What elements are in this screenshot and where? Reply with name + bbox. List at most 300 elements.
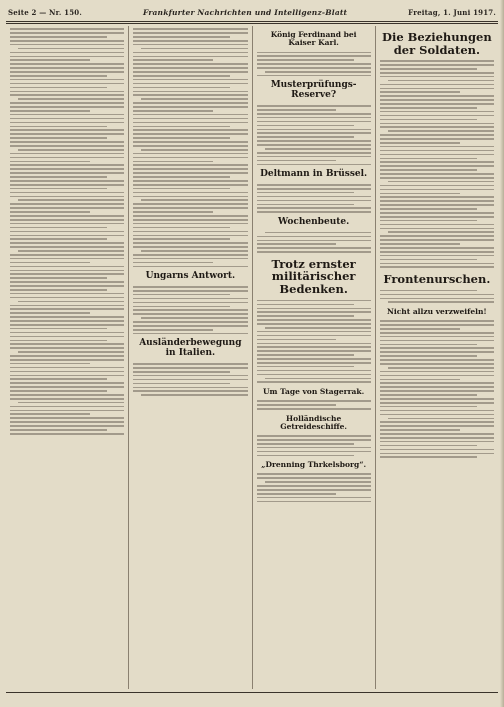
headline: Ungarns Antwort. bbox=[145, 271, 236, 282]
text-line bbox=[10, 433, 124, 435]
text-line bbox=[133, 133, 247, 135]
text-line bbox=[133, 254, 247, 256]
text-line bbox=[10, 188, 107, 190]
text-line bbox=[257, 404, 337, 406]
text-line bbox=[133, 379, 247, 381]
text-line bbox=[257, 243, 337, 245]
text-line bbox=[380, 138, 494, 140]
text-line bbox=[257, 211, 371, 213]
text-line bbox=[10, 398, 124, 400]
text-line bbox=[133, 91, 247, 93]
text-line bbox=[257, 447, 371, 449]
text-line bbox=[133, 102, 247, 104]
text-line bbox=[10, 386, 124, 388]
headline: Holländische Getreideschiffe. bbox=[280, 413, 348, 431]
text-line bbox=[380, 154, 494, 156]
text-line bbox=[380, 437, 494, 439]
text-line bbox=[10, 406, 124, 408]
text-columns bbox=[6, 26, 498, 689]
text-line bbox=[380, 398, 494, 400]
text-line bbox=[380, 259, 477, 261]
text-line bbox=[133, 329, 213, 331]
text-line bbox=[380, 123, 494, 125]
text-line bbox=[380, 60, 494, 62]
text-line bbox=[380, 351, 494, 353]
text-line bbox=[133, 67, 247, 69]
text-line bbox=[133, 126, 230, 128]
text-line bbox=[257, 308, 371, 310]
text-line bbox=[380, 243, 460, 245]
text-line bbox=[133, 110, 213, 112]
text-line bbox=[380, 189, 494, 191]
text-line bbox=[10, 394, 124, 396]
text-line bbox=[257, 374, 371, 376]
text-line bbox=[10, 273, 124, 275]
page-header bbox=[8, 5, 496, 19]
text-line bbox=[10, 87, 107, 89]
header-rule bbox=[6, 21, 498, 22]
text-line bbox=[133, 203, 247, 205]
text-line bbox=[18, 48, 124, 50]
headline: Ausländerbewegung in Italien. bbox=[139, 338, 242, 359]
text-line bbox=[257, 451, 371, 453]
text-line bbox=[10, 71, 124, 73]
text-line bbox=[380, 336, 494, 338]
text-line bbox=[10, 59, 90, 61]
text-line bbox=[257, 315, 354, 317]
text-line bbox=[257, 300, 371, 302]
text-line bbox=[10, 266, 124, 268]
text-line bbox=[380, 196, 494, 198]
text-line bbox=[133, 188, 230, 190]
text-line bbox=[257, 358, 371, 360]
text-line bbox=[10, 114, 124, 116]
text-line bbox=[380, 146, 494, 148]
text-line bbox=[257, 443, 354, 445]
text-line bbox=[380, 332, 494, 334]
text-line bbox=[380, 363, 494, 365]
text-line bbox=[257, 400, 371, 402]
text-line bbox=[133, 387, 247, 389]
text-line bbox=[380, 251, 494, 253]
text-line bbox=[257, 335, 371, 337]
text-line bbox=[10, 56, 124, 58]
text-line bbox=[257, 109, 337, 111]
text-line bbox=[380, 76, 494, 78]
text-line bbox=[257, 497, 371, 499]
text-line bbox=[380, 158, 477, 160]
text-line bbox=[133, 367, 247, 369]
text-line bbox=[265, 148, 371, 150]
text-line bbox=[133, 246, 247, 248]
text-line bbox=[380, 103, 494, 105]
text-line bbox=[133, 192, 247, 194]
text-line bbox=[257, 129, 371, 131]
text-line bbox=[10, 312, 90, 314]
text-line bbox=[10, 413, 90, 415]
text-line bbox=[380, 340, 494, 342]
text-line bbox=[10, 137, 107, 139]
text-line bbox=[380, 84, 494, 86]
text-line bbox=[257, 236, 371, 238]
text-line bbox=[10, 161, 90, 163]
text-line bbox=[257, 304, 354, 306]
text-line bbox=[257, 144, 371, 146]
headline: Die Beziehungen der Soldaten. bbox=[382, 30, 492, 57]
text-line bbox=[10, 133, 124, 135]
text-line bbox=[380, 328, 460, 330]
column-1 bbox=[6, 26, 128, 689]
text-line bbox=[10, 52, 124, 54]
text-line bbox=[380, 111, 494, 113]
text-line bbox=[388, 301, 494, 303]
text-line bbox=[265, 327, 371, 329]
text-line bbox=[380, 347, 494, 349]
text-line bbox=[133, 383, 230, 385]
text-line bbox=[257, 164, 371, 166]
text-line bbox=[10, 242, 124, 244]
text-line bbox=[380, 235, 494, 237]
text-line bbox=[257, 435, 371, 437]
text-line bbox=[10, 118, 124, 120]
text-line bbox=[141, 317, 247, 319]
text-line bbox=[10, 320, 124, 322]
text-line bbox=[10, 336, 124, 338]
text-line bbox=[257, 354, 354, 356]
text-line bbox=[133, 306, 230, 308]
text-line bbox=[380, 107, 477, 109]
text-line bbox=[257, 121, 371, 123]
text-line bbox=[380, 169, 477, 171]
text-line bbox=[141, 149, 247, 151]
text-line bbox=[18, 98, 124, 100]
text-line bbox=[10, 293, 124, 295]
text-line bbox=[10, 355, 124, 357]
text-line bbox=[257, 113, 371, 115]
text-line bbox=[133, 325, 247, 327]
text-line bbox=[10, 425, 124, 427]
text-line bbox=[10, 110, 90, 112]
text-line bbox=[380, 220, 477, 222]
text-line bbox=[265, 481, 371, 483]
header-masthead: Frankfurter Nachrichten und Intelligenz-Blatt bbox=[142, 7, 348, 17]
text-line bbox=[133, 231, 247, 233]
text-line bbox=[10, 211, 90, 213]
text-line bbox=[10, 371, 124, 373]
text-line bbox=[380, 115, 494, 117]
text-line bbox=[18, 250, 124, 252]
text-line bbox=[10, 157, 124, 159]
text-line bbox=[380, 453, 494, 455]
text-line bbox=[10, 122, 124, 124]
text-line bbox=[10, 75, 107, 77]
text-line bbox=[257, 501, 371, 503]
text-line bbox=[18, 351, 124, 353]
text-line bbox=[133, 168, 247, 170]
text-line bbox=[380, 371, 494, 373]
text-line bbox=[10, 340, 107, 342]
text-line bbox=[257, 204, 354, 206]
text-line bbox=[10, 231, 124, 233]
text-line bbox=[133, 290, 247, 292]
text-line bbox=[133, 180, 247, 182]
text-line bbox=[133, 333, 247, 335]
text-line bbox=[10, 367, 124, 369]
text-line bbox=[10, 28, 124, 30]
text-line bbox=[141, 250, 247, 252]
text-line bbox=[133, 94, 247, 96]
text-line bbox=[380, 99, 494, 101]
text-line bbox=[380, 126, 494, 128]
text-line bbox=[10, 343, 124, 345]
text-line bbox=[257, 196, 371, 198]
text-line bbox=[133, 390, 247, 392]
text-line bbox=[133, 313, 247, 315]
text-line bbox=[10, 308, 124, 310]
text-line bbox=[380, 429, 460, 431]
text-line bbox=[380, 255, 494, 257]
text-line bbox=[133, 207, 247, 209]
text-line bbox=[133, 75, 230, 77]
text-line bbox=[141, 48, 247, 50]
text-line bbox=[10, 285, 124, 287]
text-line bbox=[257, 362, 371, 364]
text-line bbox=[10, 258, 124, 260]
text-line bbox=[10, 390, 107, 392]
text-line bbox=[380, 68, 477, 70]
text-line bbox=[133, 59, 213, 61]
text-line bbox=[133, 321, 247, 323]
text-line bbox=[380, 421, 494, 423]
text-line bbox=[133, 40, 247, 42]
text-line bbox=[388, 80, 494, 82]
text-line bbox=[10, 297, 124, 299]
text-line bbox=[257, 251, 371, 253]
text-line bbox=[257, 370, 371, 372]
text-line bbox=[257, 160, 337, 162]
text-line bbox=[133, 79, 247, 81]
text-line bbox=[380, 165, 494, 167]
text-line bbox=[257, 366, 354, 368]
text-line bbox=[133, 176, 230, 178]
text-line bbox=[380, 379, 460, 381]
text-line bbox=[10, 215, 124, 217]
headline: Wochenbeute. bbox=[278, 216, 350, 227]
text-line bbox=[380, 425, 494, 427]
text-line bbox=[380, 386, 494, 388]
text-line bbox=[133, 87, 230, 89]
text-line bbox=[133, 196, 247, 198]
text-line bbox=[380, 91, 460, 93]
headline: König Ferdinand bei Kaiser Karl. bbox=[270, 30, 357, 48]
text-line bbox=[380, 390, 494, 392]
text-line bbox=[380, 320, 494, 322]
text-line bbox=[18, 149, 124, 151]
text-line bbox=[133, 258, 247, 260]
text-line bbox=[380, 200, 494, 202]
text-line bbox=[380, 119, 477, 121]
text-line bbox=[141, 98, 247, 100]
text-line bbox=[380, 161, 494, 163]
text-line bbox=[257, 140, 371, 142]
text-line bbox=[133, 52, 247, 54]
text-line bbox=[10, 192, 124, 194]
text-line bbox=[10, 207, 124, 209]
text-line bbox=[133, 153, 247, 155]
text-line bbox=[257, 152, 371, 154]
text-line bbox=[10, 382, 124, 384]
text-line bbox=[380, 208, 477, 210]
text-line bbox=[133, 262, 213, 264]
text-line bbox=[380, 324, 494, 326]
text-line bbox=[10, 246, 124, 248]
text-line bbox=[380, 173, 494, 175]
text-line bbox=[380, 185, 494, 187]
text-line bbox=[257, 132, 371, 134]
text-line bbox=[10, 79, 124, 81]
text-line bbox=[380, 204, 494, 206]
text-line bbox=[10, 238, 107, 240]
text-line bbox=[265, 232, 371, 234]
text-line bbox=[257, 55, 371, 57]
text-line bbox=[380, 355, 477, 357]
text-line bbox=[388, 130, 494, 132]
text-line bbox=[133, 309, 247, 311]
footer-rule bbox=[6, 692, 498, 693]
text-line bbox=[380, 228, 494, 230]
text-line bbox=[380, 193, 460, 195]
text-line bbox=[380, 216, 494, 218]
text-line bbox=[10, 254, 124, 256]
header-date: Freitag, 1. Juni 1917. bbox=[408, 7, 496, 17]
text-line bbox=[133, 83, 247, 85]
text-line bbox=[133, 223, 247, 225]
text-line bbox=[257, 125, 354, 127]
column-2 bbox=[128, 26, 251, 689]
text-line bbox=[257, 184, 371, 186]
text-line bbox=[133, 184, 247, 186]
text-line bbox=[133, 145, 247, 147]
text-line bbox=[133, 106, 247, 108]
text-line bbox=[257, 52, 371, 54]
text-line bbox=[10, 63, 124, 65]
text-line bbox=[257, 75, 371, 77]
text-line bbox=[380, 263, 494, 265]
text-line bbox=[388, 418, 494, 420]
text-line bbox=[10, 332, 124, 334]
text-line bbox=[257, 485, 371, 487]
text-line bbox=[133, 141, 247, 143]
text-line bbox=[257, 408, 371, 410]
headline: Frontenurschen. bbox=[383, 272, 491, 287]
text-line bbox=[10, 316, 124, 318]
text-line bbox=[257, 381, 371, 383]
text-line bbox=[10, 324, 124, 326]
text-line bbox=[380, 441, 494, 443]
text-line bbox=[133, 371, 230, 373]
text-line bbox=[133, 71, 247, 73]
text-line bbox=[10, 277, 107, 279]
text-line bbox=[10, 106, 124, 108]
headline: Deltmann in Brüssel. bbox=[260, 169, 368, 180]
text-line bbox=[10, 172, 124, 174]
text-line bbox=[10, 378, 107, 380]
text-line bbox=[380, 402, 494, 404]
text-line bbox=[10, 417, 124, 419]
text-line bbox=[10, 67, 124, 69]
text-line bbox=[133, 302, 247, 304]
text-line bbox=[257, 67, 371, 69]
text-line bbox=[133, 164, 247, 166]
text-line bbox=[257, 493, 337, 495]
text-line bbox=[380, 445, 477, 447]
text-line bbox=[10, 270, 124, 272]
text-line bbox=[133, 235, 247, 237]
text-line bbox=[133, 44, 247, 46]
headline: Um Tage von Stagerrak. bbox=[263, 387, 365, 397]
text-line bbox=[380, 212, 494, 214]
text-line bbox=[257, 343, 371, 345]
text-line bbox=[388, 367, 494, 369]
text-line bbox=[257, 477, 371, 479]
text-line bbox=[10, 223, 124, 225]
text-line bbox=[257, 188, 371, 190]
text-line bbox=[257, 207, 371, 209]
text-line bbox=[257, 473, 371, 475]
text-line bbox=[380, 382, 494, 384]
text-line bbox=[380, 142, 460, 144]
text-line bbox=[10, 184, 124, 186]
text-line bbox=[380, 177, 494, 179]
text-line bbox=[133, 118, 247, 120]
text-line bbox=[380, 290, 477, 292]
text-line bbox=[257, 105, 371, 107]
text-line bbox=[257, 247, 371, 249]
text-line bbox=[257, 323, 371, 325]
text-line bbox=[133, 227, 230, 229]
text-line bbox=[380, 247, 494, 249]
text-line bbox=[133, 114, 247, 116]
text-line bbox=[10, 44, 124, 46]
text-line bbox=[133, 32, 247, 34]
text-line bbox=[10, 180, 124, 182]
text-line bbox=[257, 339, 337, 341]
headline: Trotz ernster militärischer Bedenken. bbox=[271, 256, 356, 297]
text-line bbox=[10, 129, 124, 131]
text-line bbox=[133, 266, 247, 268]
text-line bbox=[10, 363, 90, 365]
text-line bbox=[380, 433, 494, 435]
text-line bbox=[10, 429, 107, 431]
text-line bbox=[257, 200, 371, 202]
text-line bbox=[10, 145, 124, 147]
text-line bbox=[133, 211, 213, 213]
text-line bbox=[380, 95, 494, 97]
text-line bbox=[10, 375, 124, 377]
text-line bbox=[10, 91, 124, 93]
text-line bbox=[257, 439, 371, 441]
text-line bbox=[133, 129, 247, 131]
headline: „Drenning Thrkelsborg“. bbox=[261, 460, 367, 470]
text-line bbox=[380, 150, 494, 152]
text-line bbox=[133, 215, 247, 217]
text-line bbox=[18, 402, 124, 404]
column-4 bbox=[375, 26, 498, 689]
text-line bbox=[133, 56, 247, 58]
text-line bbox=[10, 235, 124, 237]
text-line bbox=[10, 347, 124, 349]
text-line bbox=[265, 71, 371, 73]
